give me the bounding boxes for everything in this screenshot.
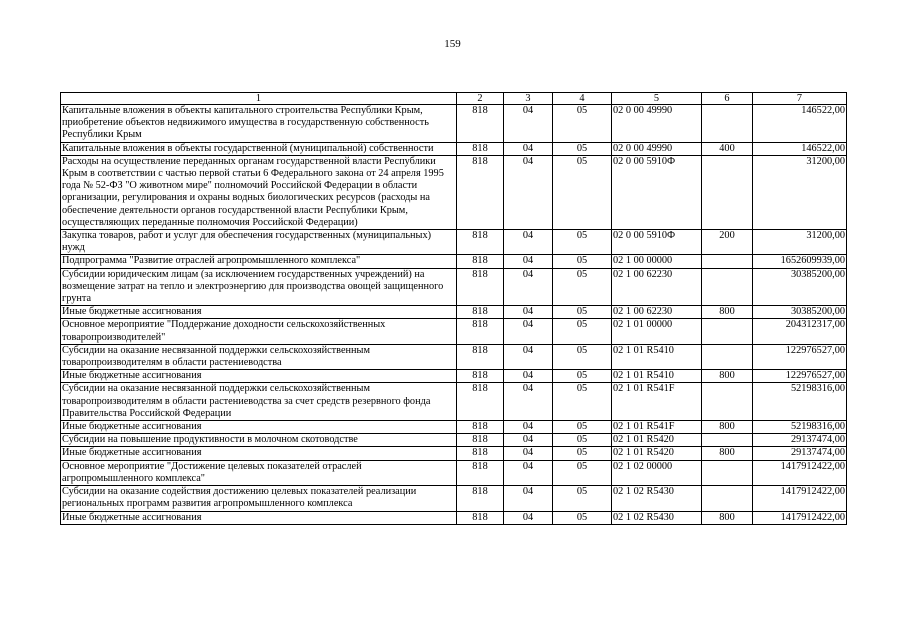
target-article-cell: 02 1 00 62230 [612, 306, 702, 319]
target-article-cell: 02 1 02 R5430 [612, 511, 702, 524]
section-code-cell: 04 [504, 344, 553, 369]
table-row [61, 255, 847, 268]
row-name-cell: Основное мероприятие "Достижение целевых показателей отраслей агропромышленного комплекса" [61, 460, 457, 485]
target-article-cell: 02 1 01 00000 [612, 319, 702, 344]
expense-type-cell [702, 268, 753, 306]
expense-type-cell [702, 460, 753, 485]
budget-table [60, 92, 847, 525]
ministry-code-cell: 818 [457, 421, 504, 434]
row-name-cell: Субсидии на повышение продуктивности в молочном скотоводстве [61, 434, 457, 447]
amount-cell: 1652609939,00 [753, 255, 847, 268]
row-name-cell: Иные бюджетные ассигнования [61, 306, 457, 319]
subsection-code-cell: 05 [553, 319, 612, 344]
table-row [61, 344, 847, 369]
ministry-code-cell: 818 [457, 319, 504, 344]
amount-cell: 1417912422,00 [753, 460, 847, 485]
column-header: 2 [457, 93, 504, 105]
column-header: 1 [61, 93, 457, 105]
subsection-code-cell: 05 [553, 434, 612, 447]
row-name-cell: Иные бюджетные ассигнования [61, 370, 457, 383]
expense-type-cell [702, 486, 753, 511]
subsection-code-cell: 05 [553, 142, 612, 155]
target-article-cell: 02 0 00 49990 [612, 105, 702, 143]
subsection-code-cell: 05 [553, 447, 612, 460]
amount-cell: 30385200,00 [753, 306, 847, 319]
expense-type-cell [702, 383, 753, 421]
section-code-cell: 04 [504, 434, 553, 447]
expense-type-cell [702, 155, 753, 229]
target-article-cell: 02 0 00 5910Ф [612, 155, 702, 229]
section-code-cell: 04 [504, 486, 553, 511]
section-code-cell: 04 [504, 268, 553, 306]
subsection-code-cell: 05 [553, 421, 612, 434]
target-article-cell: 02 1 01 R5410 [612, 370, 702, 383]
subsection-code-cell: 05 [553, 486, 612, 511]
table-row [61, 142, 847, 155]
ministry-code-cell: 818 [457, 486, 504, 511]
table-row [61, 319, 847, 344]
ministry-code-cell: 818 [457, 268, 504, 306]
ministry-code-cell: 818 [457, 155, 504, 229]
ministry-code-cell: 818 [457, 460, 504, 485]
section-code-cell: 04 [504, 511, 553, 524]
amount-cell: 146522,00 [753, 142, 847, 155]
target-article-cell: 02 1 01 R5420 [612, 434, 702, 447]
row-name-cell: Иные бюджетные ассигнования [61, 421, 457, 434]
row-name-cell: Капитальные вложения в объекты государственной (муниципальной) собственности [61, 142, 457, 155]
ministry-code-cell: 818 [457, 306, 504, 319]
expense-type-cell [702, 105, 753, 143]
row-name-cell: Иные бюджетные ассигнования [61, 447, 457, 460]
amount-cell: 146522,00 [753, 105, 847, 143]
section-code-cell: 04 [504, 421, 553, 434]
section-code-cell: 04 [504, 255, 553, 268]
subsection-code-cell: 05 [553, 344, 612, 369]
table-row [61, 421, 847, 434]
table-row [61, 383, 847, 421]
subsection-code-cell: 05 [553, 105, 612, 143]
table-body [61, 105, 847, 525]
expense-type-cell: 800 [702, 306, 753, 319]
section-code-cell: 04 [504, 319, 553, 344]
target-article-cell: 02 1 02 R5430 [612, 486, 702, 511]
target-article-cell: 02 1 01 R5420 [612, 447, 702, 460]
page-number: 159 [444, 38, 461, 50]
subsection-code-cell: 05 [553, 511, 612, 524]
column-header: 7 [753, 93, 847, 105]
subsection-code-cell: 05 [553, 155, 612, 229]
expense-type-cell: 400 [702, 142, 753, 155]
table-row [61, 155, 847, 229]
row-name-cell: Расходы на осуществление переданных органам государственной власти Республики Крым в соответствии с частью первой статьи 6 Федерального закона от 24 апреля 1995 года № 52-ФЗ "О животном мире" полномочий Российской Федерации в области организации, регулирования и охраны водных биологических ресурсов (расходы на обеспечение деятельности органов государственной власти Республики Крым, осуществляющих переданные полномочия Российской Федерации) [61, 155, 457, 229]
table-row [61, 486, 847, 511]
row-name-cell: Субсидии юридическим лицам (за исключением государственных учреждений) на возмещение затрат на тепло и электроэнергию для производства овощей защищенного грунта [61, 268, 457, 306]
target-article-cell: 02 0 00 49990 [612, 142, 702, 155]
target-article-cell: 02 1 01 R5410 [612, 344, 702, 369]
target-article-cell: 02 1 01 R541F [612, 383, 702, 421]
row-name-cell: Подпрограмма "Развитие отраслей агропромышленного комплекса" [61, 255, 457, 268]
subsection-code-cell: 05 [553, 370, 612, 383]
ministry-code-cell: 818 [457, 344, 504, 369]
amount-cell: 29137474,00 [753, 447, 847, 460]
section-code-cell: 04 [504, 142, 553, 155]
column-header: 6 [702, 93, 753, 105]
amount-cell: 31200,00 [753, 155, 847, 229]
section-code-cell: 04 [504, 306, 553, 319]
table-row [61, 511, 847, 524]
row-name-cell: Основное мероприятие "Поддержание доходности сельскохозяйственных товаропроизводителей" [61, 319, 457, 344]
amount-cell: 52198316,00 [753, 421, 847, 434]
ministry-code-cell: 818 [457, 142, 504, 155]
column-header: 5 [612, 93, 702, 105]
section-code-cell: 04 [504, 460, 553, 485]
row-name-cell: Субсидии на оказание несвязанной поддержки сельскохозяйственным товаропроизводителям в области растениеводства за счет средств резервного фонда Правительства Российской Федерации [61, 383, 457, 421]
expense-type-cell: 200 [702, 230, 753, 255]
target-article-cell: 02 0 00 5910Ф [612, 230, 702, 255]
table-row [61, 370, 847, 383]
expense-type-cell: 800 [702, 447, 753, 460]
subsection-code-cell: 05 [553, 383, 612, 421]
table-row [61, 268, 847, 306]
section-code-cell: 04 [504, 230, 553, 255]
row-name-cell: Капитальные вложения в объекты капитального строительства Республики Крым, приобретение объектов недвижимого имущества в государственную собственность Республики Крым [61, 105, 457, 143]
column-number-row [61, 93, 847, 105]
target-article-cell: 02 1 00 00000 [612, 255, 702, 268]
section-code-cell: 04 [504, 105, 553, 143]
row-name-cell: Субсидии на оказание несвязанной поддержки сельскохозяйственным товаропроизводителям в области растениеводства [61, 344, 457, 369]
target-article-cell: 02 1 00 62230 [612, 268, 702, 306]
ministry-code-cell: 818 [457, 383, 504, 421]
table-row [61, 460, 847, 485]
table-row [61, 306, 847, 319]
section-code-cell: 04 [504, 383, 553, 421]
expense-type-cell: 800 [702, 370, 753, 383]
table-row [61, 447, 847, 460]
amount-cell: 30385200,00 [753, 268, 847, 306]
row-name-cell: Иные бюджетные ассигнования [61, 511, 457, 524]
section-code-cell: 04 [504, 370, 553, 383]
table-row [61, 230, 847, 255]
amount-cell: 1417912422,00 [753, 511, 847, 524]
expense-type-cell [702, 434, 753, 447]
ministry-code-cell: 818 [457, 370, 504, 383]
subsection-code-cell: 05 [553, 255, 612, 268]
table-row [61, 434, 847, 447]
subsection-code-cell: 05 [553, 268, 612, 306]
target-article-cell: 02 1 01 R541F [612, 421, 702, 434]
column-header: 3 [504, 93, 553, 105]
ministry-code-cell: 818 [457, 511, 504, 524]
section-code-cell: 04 [504, 447, 553, 460]
target-article-cell: 02 1 02 00000 [612, 460, 702, 485]
expense-type-cell [702, 344, 753, 369]
row-name-cell: Закупка товаров, работ и услуг для обеспечения государственных (муниципальных) нужд [61, 230, 457, 255]
ministry-code-cell: 818 [457, 255, 504, 268]
amount-cell: 122976527,00 [753, 344, 847, 369]
subsection-code-cell: 05 [553, 306, 612, 319]
amount-cell: 52198316,00 [753, 383, 847, 421]
amount-cell: 29137474,00 [753, 434, 847, 447]
table-row [61, 105, 847, 143]
row-name-cell: Субсидии на оказание содействия достижению целевых показателей реализации региональных программ развития агропромышленного комплекса [61, 486, 457, 511]
subsection-code-cell: 05 [553, 230, 612, 255]
amount-cell: 31200,00 [753, 230, 847, 255]
column-header: 4 [553, 93, 612, 105]
subsection-code-cell: 05 [553, 460, 612, 485]
expense-type-cell: 800 [702, 421, 753, 434]
section-code-cell: 04 [504, 155, 553, 229]
amount-cell: 122976527,00 [753, 370, 847, 383]
expense-type-cell [702, 319, 753, 344]
expense-type-cell [702, 255, 753, 268]
ministry-code-cell: 818 [457, 105, 504, 143]
ministry-code-cell: 818 [457, 447, 504, 460]
amount-cell: 204312317,00 [753, 319, 847, 344]
expense-type-cell: 800 [702, 511, 753, 524]
ministry-code-cell: 818 [457, 230, 504, 255]
amount-cell: 1417912422,00 [753, 486, 847, 511]
ministry-code-cell: 818 [457, 434, 504, 447]
